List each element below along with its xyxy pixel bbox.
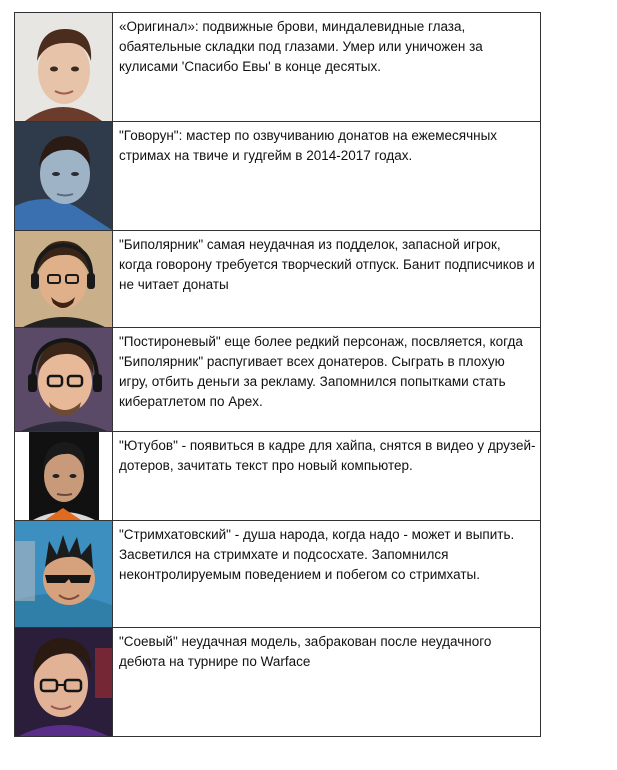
row-description: "Биполярник" самая неудачная из подделок, запасной игрок, когда говорону требуется творческий отпуск. Банит подписчиков и не читает донаты xyxy=(119,237,535,292)
table-row xyxy=(14,12,541,121)
photo-original xyxy=(15,13,113,121)
row-description: "Соевый" неудачная модель, забракован после неудачного дебюта на турнире по Warface xyxy=(119,634,492,669)
photo-govorun xyxy=(15,122,113,230)
row-description: «Оригинал»: подвижные брови, миндалевидные глаза, обаятельные складки под глазами. Умер или уничожен за кулисами 'Спасибо Евы' в конце десятых. xyxy=(119,19,483,74)
table-row xyxy=(14,327,541,431)
portrait-image xyxy=(15,328,112,431)
table-row xyxy=(14,431,541,520)
table-row xyxy=(14,230,541,327)
portrait-image xyxy=(15,122,112,230)
photo-strimkhatovsky xyxy=(15,521,113,627)
photo-yutubov xyxy=(15,432,113,520)
portrait-image xyxy=(15,432,112,520)
portrait-image xyxy=(15,628,112,736)
table-row xyxy=(14,121,541,230)
photo-soevy xyxy=(15,628,113,736)
row-description: "Стримхатовский" - душа народа, когда надо - может и выпить. Засветился на стримхате и подсосхате. Запомнился неконтролируемым поведением и побегом со стримхаты. xyxy=(119,527,515,582)
character-table xyxy=(14,12,541,737)
photo-bipolyarnik xyxy=(15,231,113,327)
portrait-image xyxy=(15,13,112,121)
table-row xyxy=(14,520,541,627)
table-row xyxy=(14,627,541,737)
portrait-image xyxy=(15,231,112,327)
row-description: "Говорун": мастер по озвучиванию донатов на ежемесячных стримах на твиче и гудгейм в 2014-2017 годах. xyxy=(119,128,498,163)
photo-postironevy xyxy=(15,328,113,431)
row-description: "Постироневый" еще более редкий персонаж, посвляется, когда "Биполярник" распугивает всех донатеров. Сыграть в плохую игру, отбить деньги за рекламу. Запомнился попытками стать кибератлетом по Apex. xyxy=(119,334,523,409)
portrait-image xyxy=(15,521,112,627)
row-description: "Ютубов" - появиться в кадре для хайпа, снятся в видео у друзей-дотеров, зачитать текст про новый компьютер. xyxy=(119,438,536,473)
